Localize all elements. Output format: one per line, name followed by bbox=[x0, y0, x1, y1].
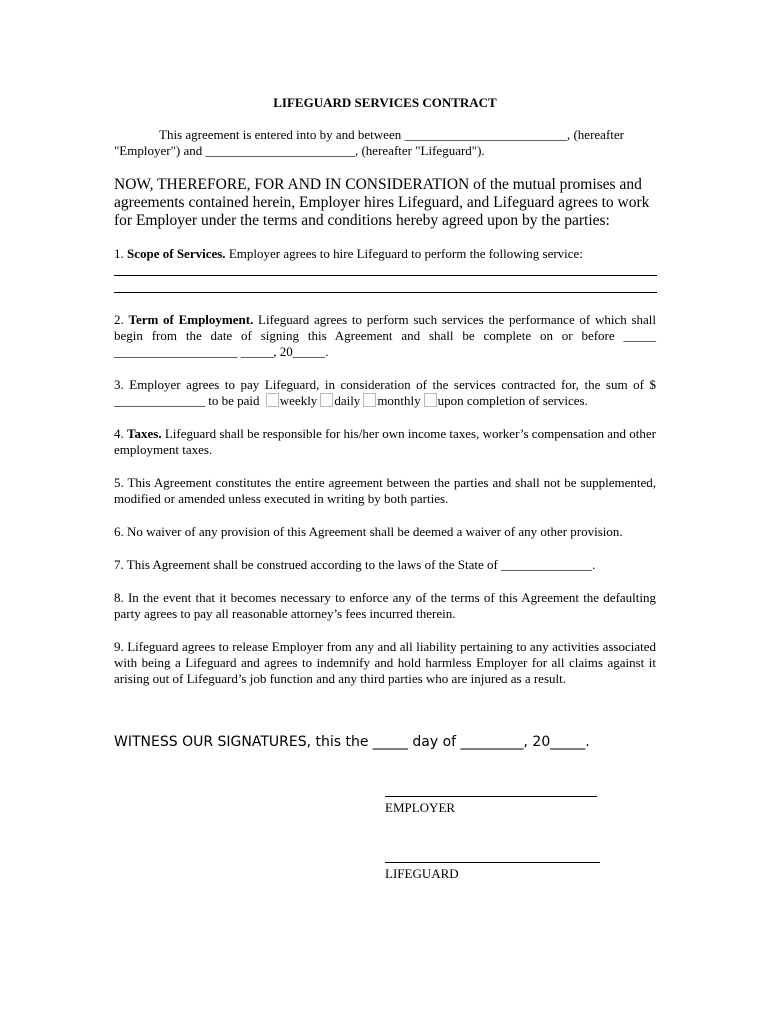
section-2-heading: Term of Employment. bbox=[128, 312, 254, 327]
consideration-paragraph: NOW, THEREFORE, FOR AND IN CONSIDERATION of the mutual promises and agreements contained herein, Employer hires Lifeguard, and Lifeguard agrees to work for Employer under the terms and conditions hereby agreed upon by the parties: bbox=[114, 176, 650, 229]
section-3-line-1: 3. Employer agrees to pay Lifeguard, in consideration of the services contracted for, the sum of $ bbox=[114, 377, 656, 392]
section-4-number: 4. bbox=[114, 426, 128, 441]
weekly-label: weekly bbox=[279, 393, 318, 408]
section-8: 8. In the event that it becomes necessary to enforce any of the terms of this Agreement the defaulting party agrees to pay all reasonable attorney’s fees incurred therein. bbox=[114, 590, 656, 621]
section-9: 9. Lifeguard agrees to release Employer from any and all liability pertaining to any activities associated with being a Lifeguard and agrees to indemnify and hold harmless Employer for all claims against it arising out of Lifeguard’s job function and any third parties who are injured as a result. bbox=[114, 639, 656, 686]
intro-line-2: "Employer") and _______________________, (hereafter "Lifeguard"). bbox=[114, 143, 485, 158]
witness-line: WITNESS OUR SIGNATURES, this the _____ day of _________, 20_____. bbox=[114, 734, 590, 750]
section-4-text: Lifeguard shall be responsible for his/her own income taxes, worker’s compensation and other employment taxes. bbox=[114, 426, 657, 457]
intro-line-1: This agreement is entered into by and between _________________________, (hereafter bbox=[159, 127, 624, 142]
completion-label: upon completion of services. bbox=[437, 393, 588, 408]
scope-blank-line-1[interactable] bbox=[114, 275, 657, 276]
section-1-heading: Scope of Services. bbox=[127, 246, 226, 261]
section-4 bbox=[114, 426, 656, 458]
section-3 bbox=[114, 377, 656, 409]
lifeguard-signature-line[interactable] bbox=[385, 862, 600, 863]
section-3-amount-text: ______________ to be paid bbox=[114, 393, 263, 408]
section-2 bbox=[114, 312, 656, 360]
section-2-text: Lifeguard agrees to perform such services the performance of which shall begin from the date of signing this Agreement and shall be complete on or before _____ ___________________ _____, 20_____. bbox=[114, 312, 657, 359]
monthly-checkbox[interactable] bbox=[363, 393, 376, 407]
daily-checkbox[interactable] bbox=[320, 393, 333, 407]
weekly-checkbox[interactable] bbox=[266, 393, 279, 407]
employer-label: EMPLOYER bbox=[385, 800, 456, 815]
section-1-text: Employer agrees to hire Lifeguard to perform the following service: bbox=[225, 246, 583, 261]
section-3-line-2 bbox=[114, 393, 656, 409]
scope-blank-line-2[interactable] bbox=[114, 292, 657, 293]
section-7: 7. This Agreement shall be construed according to the laws of the State of ______________. bbox=[114, 557, 596, 572]
section-1-number: 1. bbox=[114, 246, 127, 261]
section-6: 6. No waiver of any provision of this Agreement shall be deemed a waiver of any other provision. bbox=[114, 524, 623, 539]
completion-checkbox[interactable] bbox=[424, 393, 437, 407]
section-1 bbox=[114, 246, 656, 262]
employer-signature-line[interactable] bbox=[385, 796, 597, 797]
section-2-number: 2. bbox=[114, 312, 129, 327]
intro-paragraph bbox=[114, 127, 656, 159]
daily-label: daily bbox=[334, 393, 361, 408]
monthly-label: monthly bbox=[377, 393, 421, 408]
section-4-heading: Taxes. bbox=[127, 426, 162, 441]
lifeguard-label: LIFEGUARD bbox=[385, 866, 459, 881]
document-title: LIFEGUARD SERVICES CONTRACT bbox=[273, 95, 497, 110]
section-5: 5. This Agreement constitutes the entire agreement between the parties and shall not be supplemented, modified or amended unless executed in writing by both parties. bbox=[114, 475, 656, 506]
